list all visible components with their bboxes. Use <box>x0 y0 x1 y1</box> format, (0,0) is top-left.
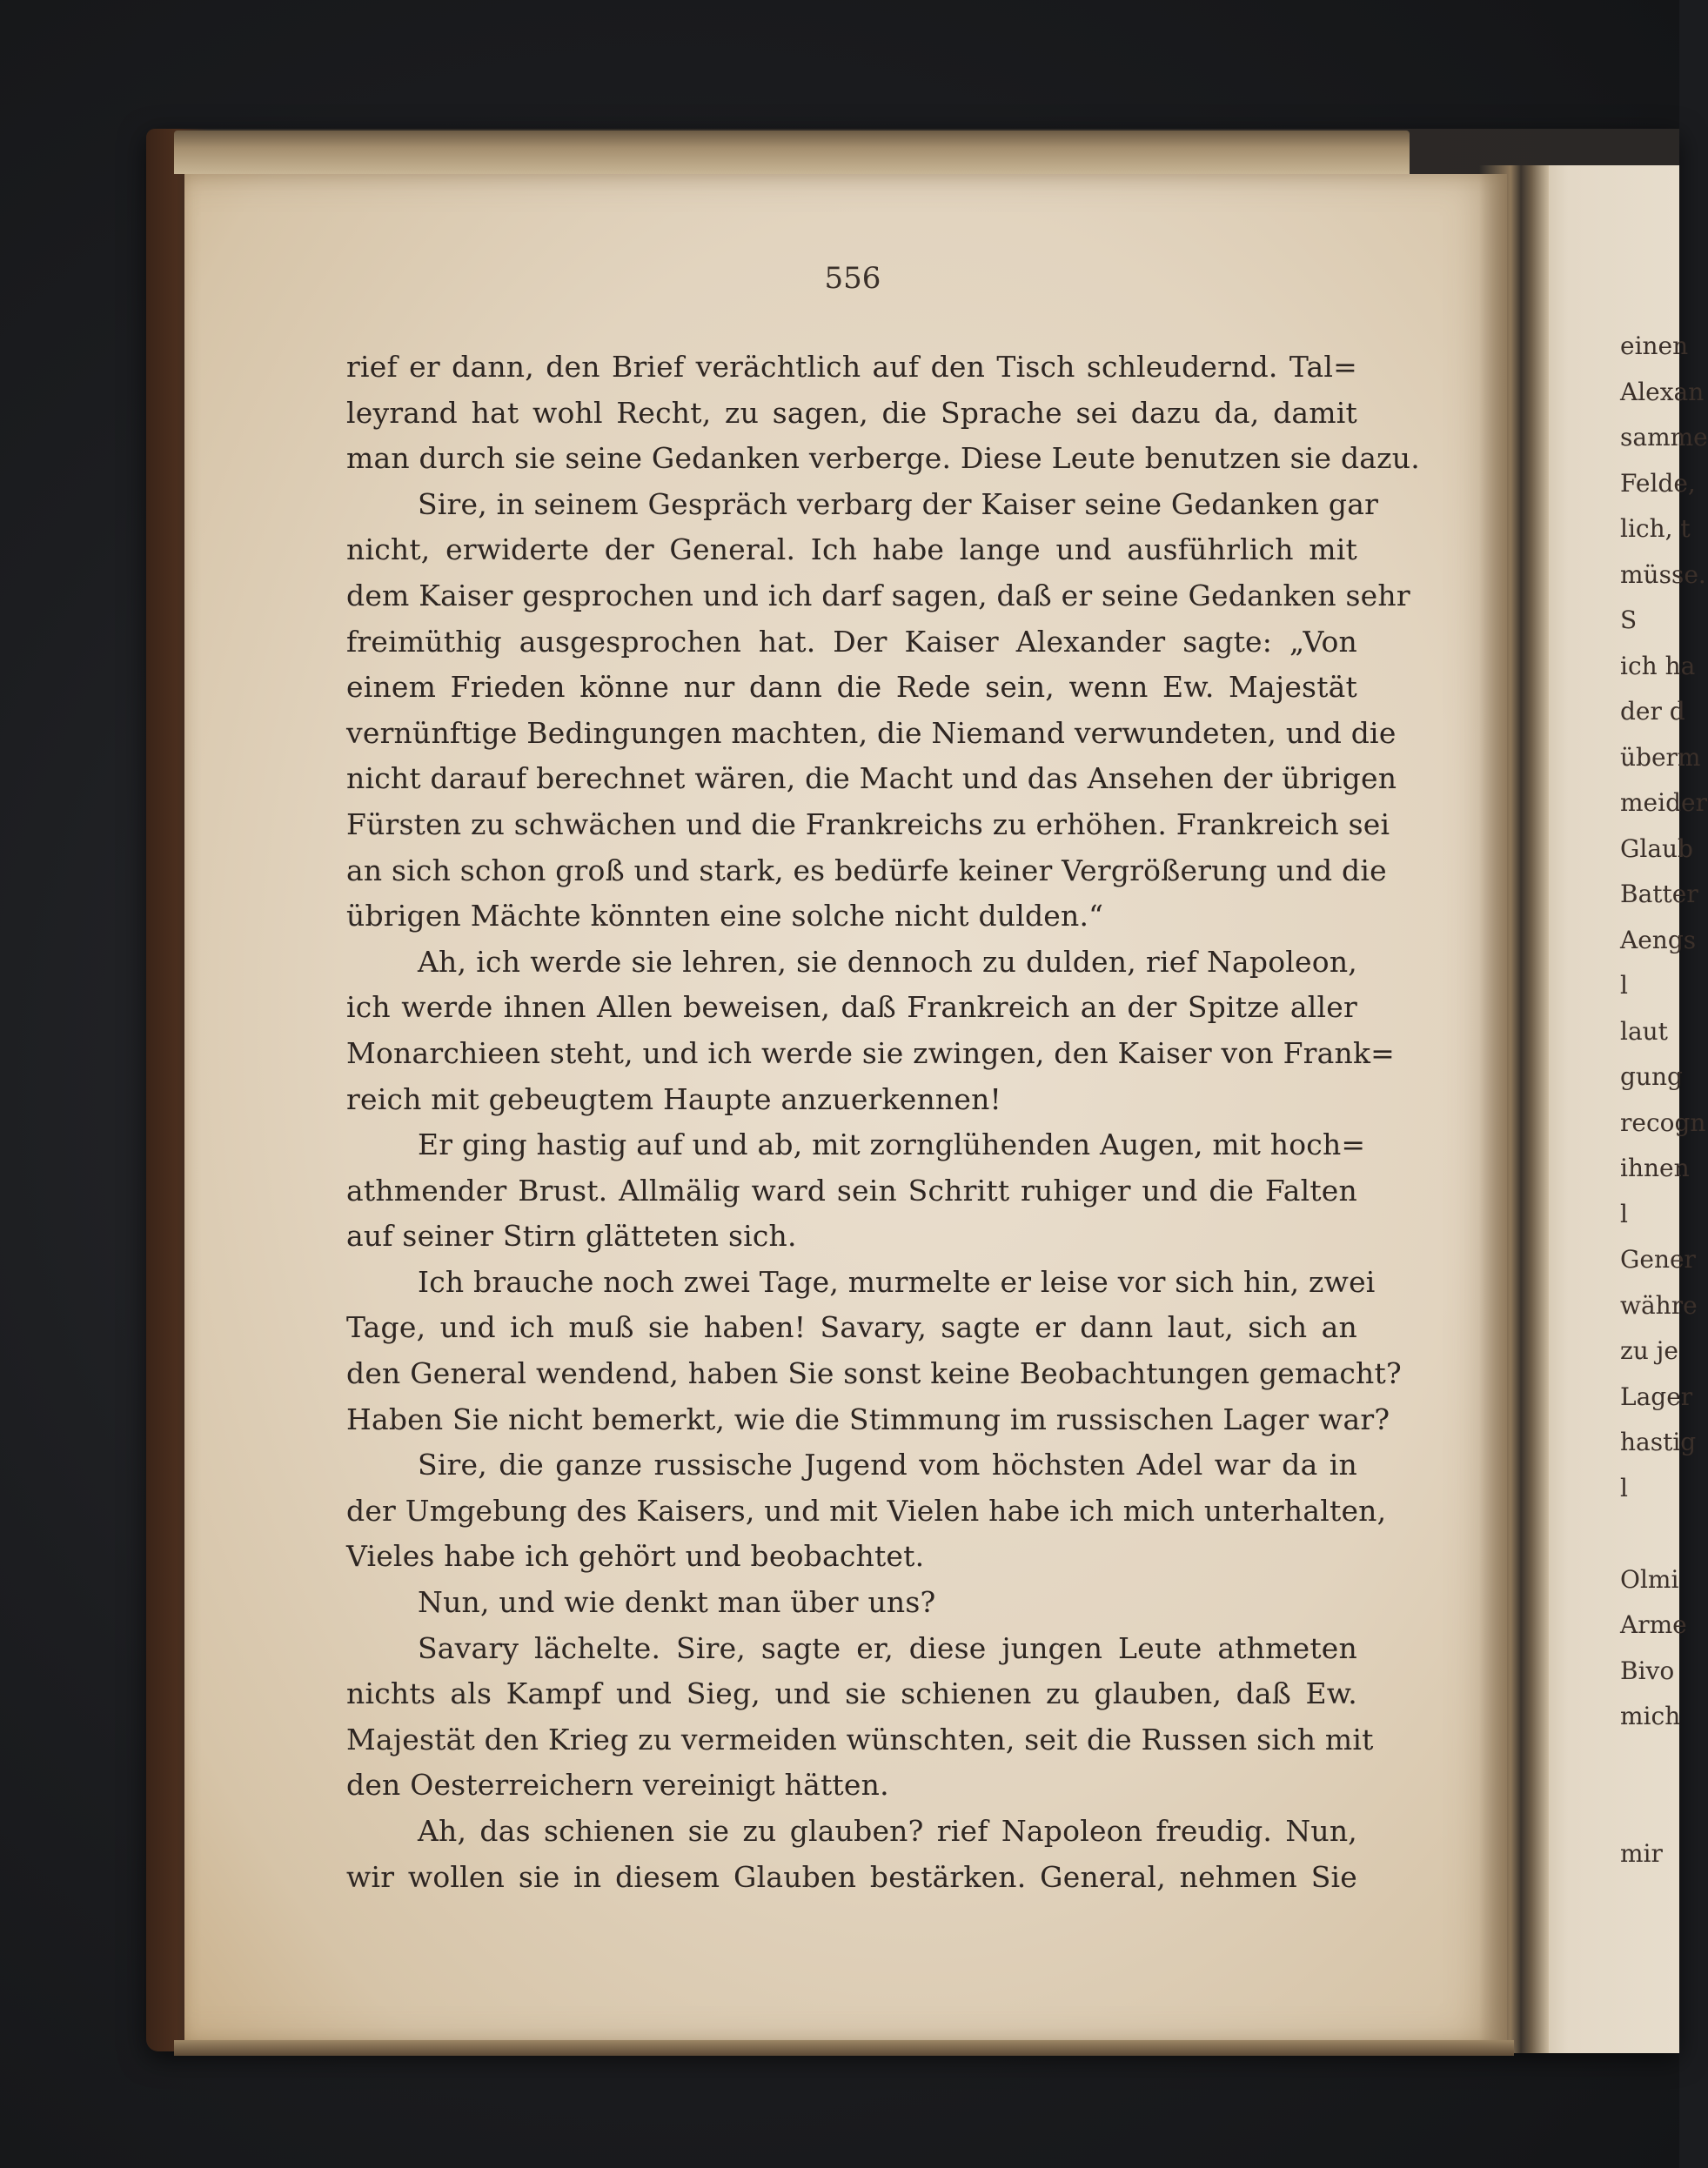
text-line: reich mit gebeugtem Haupte anzuerkennen! <box>346 1081 1001 1116</box>
facing-page-text-fragments <box>1620 324 1708 1877</box>
facing-page-fragment: S <box>1620 606 1638 634</box>
facing-page-fragment: gung <box>1620 1062 1683 1091</box>
facing-page-fragment: Aengs <box>1620 925 1697 954</box>
text-line: Savary lächelte. Sire, sagte er, diese jungen Leute athmeten <box>418 1630 1357 1665</box>
text-line: man durch sie seine Gedanken verberge. Diese Leute benutzen sie dazu. <box>346 441 1420 476</box>
facing-page-fragment: zu je <box>1620 1336 1678 1365</box>
facing-page-fragment: ich ha <box>1620 651 1696 680</box>
text-line: vernünftige Bedingungen machten, die Niemand verwundeten, und die <box>346 715 1397 750</box>
facing-page-fragment: l <box>1620 1199 1628 1228</box>
facing-page-fragment: recogn <box>1620 1107 1706 1137</box>
facing-page-fragment <box>1620 1740 1679 1786</box>
text-line: rief er dann, den Brief verächtlich auf den Tisch schleudernd. Tal= <box>346 350 1357 384</box>
facing-page-fragment: Olmi <box>1620 1564 1679 1594</box>
text-line: Monarchieen steht, und ich werde sie zwingen, den Kaiser von Frank= <box>346 1035 1396 1070</box>
text-line: auf seiner Stirn glätteten sich. <box>346 1219 797 1254</box>
text-line: ich werde ihnen Allen beweisen, daß Frankreich an der Spitze aller <box>346 990 1357 1025</box>
facing-page-fragment: hastig <box>1620 1428 1697 1456</box>
facing-page-fragment: währe <box>1620 1290 1698 1320</box>
text-line: Majestät den Krieg zu vermeiden wünschten, seit die Russen sich mit <box>346 1722 1374 1756</box>
facing-page-fragment: Bivo <box>1620 1656 1675 1685</box>
text-line: nichts als Kampf und Sieg, und sie schienen zu glauben, daß Ew. <box>346 1676 1357 1711</box>
page-bottom-edge <box>174 2040 1514 2056</box>
facing-page-fragment: der d <box>1620 697 1685 726</box>
text-line: nicht, erwiderte der General. Ich habe lange und ausführlich mit <box>346 532 1357 567</box>
text-line: Fürsten zu schwächen und die Frankreichs zu erhöhen. Frankreich sei <box>346 806 1390 841</box>
facing-page-fragment: einen <box>1620 331 1689 360</box>
facing-page-fragment: meider <box>1620 788 1707 817</box>
text-line: den General wendend, haben Sie sonst keine Beobachtungen gemacht? <box>346 1356 1402 1391</box>
text-line: dem Kaiser gesprochen und ich darf sagen, daß er seine Gedanken sehr <box>346 578 1410 612</box>
text-line: an sich schon groß und stark, es bedürfe keiner Vergrößerung und die <box>346 853 1387 887</box>
facing-page-fragment: laut <box>1620 1016 1668 1046</box>
facing-page-fragment: überm <box>1620 742 1701 772</box>
text-line: Ah, ich werde sie lehren, sie dennoch zu dulden, rief Napoleon, <box>418 944 1357 979</box>
text-line: nicht darauf berechnet wären, die Macht und das Ansehen der übrigen <box>346 761 1397 796</box>
text-line: übrigen Mächte könnten eine solche nicht dulden.“ <box>346 899 1104 933</box>
facing-page-fragment: lich, t <box>1620 514 1691 543</box>
facing-page-fragment: Glaub <box>1620 833 1693 863</box>
text-line: der Umgebung des Kaisers, und mit Vielen habe ich mich unterhalten, <box>346 1493 1387 1528</box>
text-line: den Oesterreichern vereinigt hätten. <box>346 1768 889 1803</box>
facing-page-fragment: Alexan <box>1620 377 1705 406</box>
text-line: Sire, in seinem Gespräch verbarg der Kaiser seine Gedanken gar <box>418 486 1379 521</box>
text-line: einem Frieden könne nur dann die Rede sein, wenn Ew. Majestät <box>346 670 1357 705</box>
text-line: Tage, und ich muß sie haben! Savary, sagte er dann laut, sich an <box>346 1310 1357 1345</box>
facing-page-fragment: l <box>1620 1473 1628 1502</box>
facing-page-fragment <box>1620 1511 1679 1557</box>
text-line: Sire, die ganze russische Jugend vom höchsten Adel war da in <box>418 1448 1357 1482</box>
text-line: Haben Sie nicht bemerkt, wie die Stimmung im russischen Lager war? <box>346 1402 1390 1436</box>
facing-page-fragment: mir <box>1620 1838 1663 1868</box>
facing-page-fragment: Batter <box>1620 880 1698 908</box>
text-line: Ich brauche noch zwei Tage, murmelte er leise vor sich hin, zwei <box>418 1264 1376 1299</box>
text-line: wir wollen sie in diesem Glauben bestärken. General, nehmen Sie <box>346 1859 1357 1894</box>
facing-page-fragment: müsse. <box>1620 559 1706 589</box>
page-number: 556 <box>824 261 881 296</box>
page-stack-edge <box>174 130 1410 174</box>
facing-page-fragment: l <box>1620 971 1628 1000</box>
facing-page-fragment: Gener <box>1620 1245 1696 1274</box>
facing-page-fragment: mich <box>1620 1702 1681 1730</box>
text-line: Nun, und wie denkt man über uns? <box>418 1585 936 1620</box>
text-line: leyrand hat wohl Recht, zu sagen, die Sprache sei dazu da, damit <box>346 395 1357 430</box>
page-body-text <box>346 345 1420 1900</box>
text-line: Er ging hastig auf und ab, mit zornglühenden Augen, mit hoch= <box>418 1127 1366 1162</box>
facing-page-fragment: ihnen <box>1620 1154 1690 1182</box>
facing-page-fragment: samme <box>1620 423 1708 452</box>
text-line: freimüthig ausgesprochen hat. Der Kaiser Alexander sagte: „Von <box>346 624 1357 659</box>
facing-page-fragment: Felde, <box>1620 468 1696 498</box>
text-line: athmender Brust. Allmälig ward sein Schritt ruhiger und die Falten <box>346 1173 1357 1208</box>
text-line: Vieles habe ich gehört und beobachtet. <box>346 1539 925 1574</box>
text-line: Ah, das schienen sie zu glauben? rief Napoleon freudig. Nun, <box>418 1814 1357 1848</box>
facing-page-fragment <box>1620 1785 1679 1831</box>
facing-page-fragment: Arme <box>1620 1610 1687 1639</box>
book-gutter <box>1479 165 1549 2053</box>
facing-page-fragment: Lager <box>1620 1382 1693 1411</box>
